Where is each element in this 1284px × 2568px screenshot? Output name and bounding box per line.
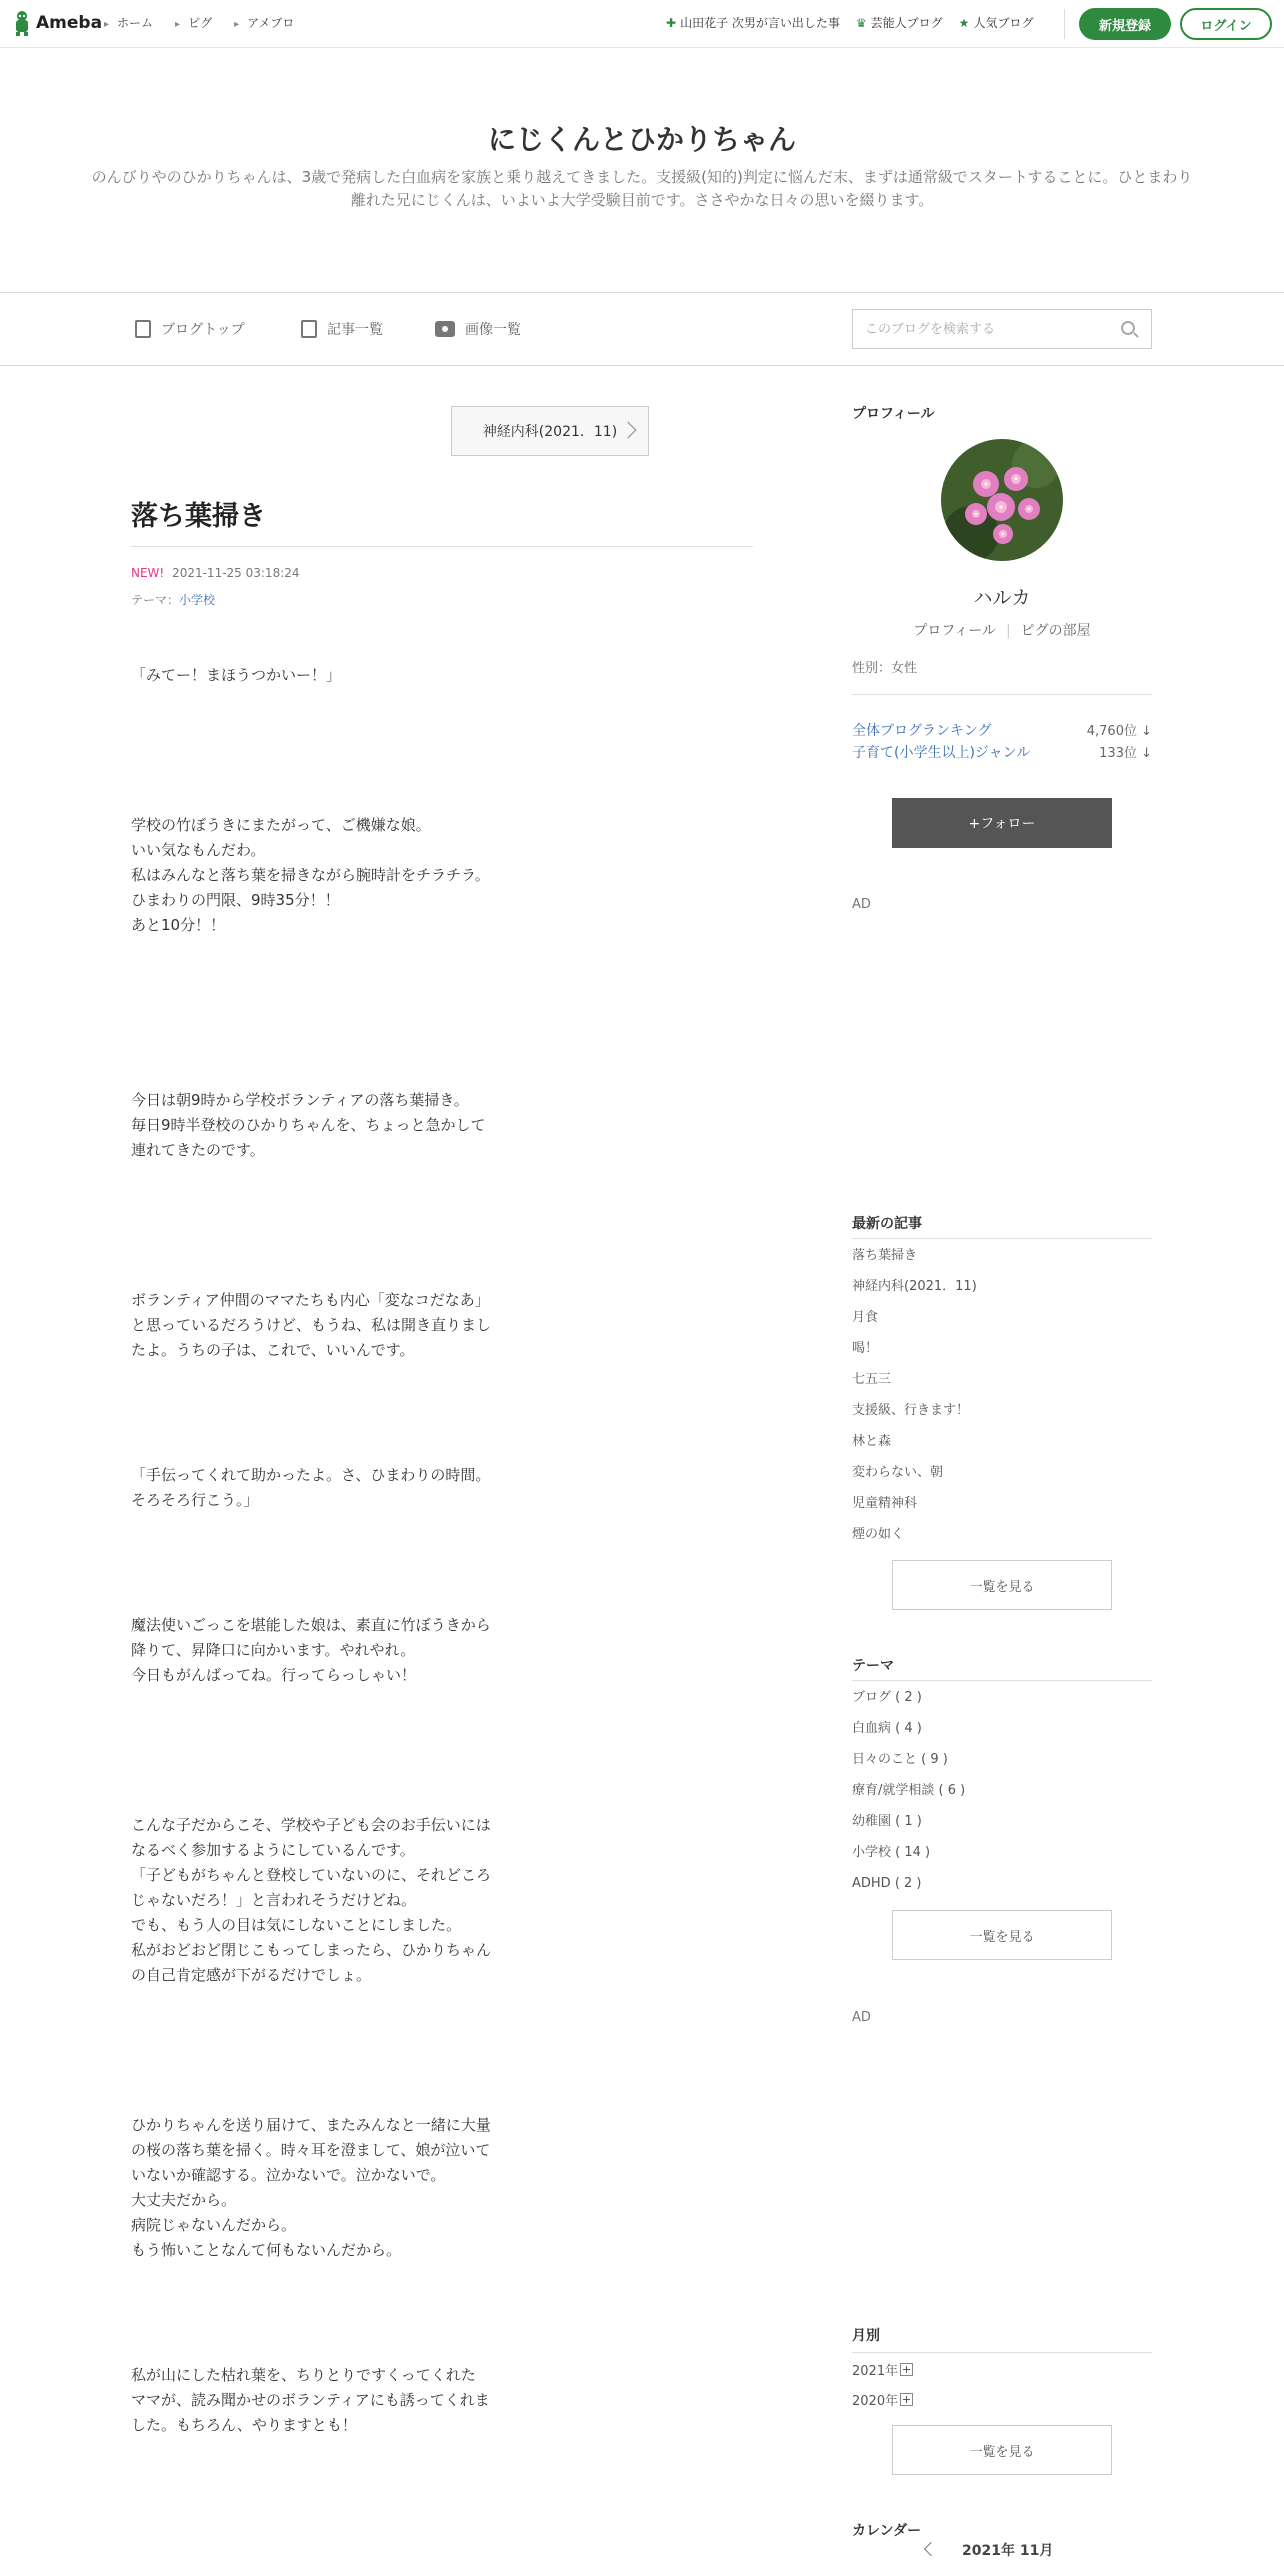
month-year-item[interactable] (852, 2390, 913, 2409)
article-paragraph: ボランティア仲間のママたちも内心「変なコだなあ」 と思っているだろうけど、もうね、私は開き直りまし たよ。うちの子は、これで、いいんです。 (131, 1291, 492, 1359)
theme-item[interactable]: ADHD ( 2 ) (852, 1876, 922, 1891)
article-paragraph: 私が山にした枯れ葉を、ちりとりですくってくれた ママが、読み聞かせのボランティアにも誘ってくれま した。もちろん、やりますとも！ (131, 2366, 490, 2434)
ranking-row (852, 720, 1152, 740)
header-link-trending-label: 山田花子 次男が言い出した事 (680, 16, 840, 30)
calendar-month: 2021年 11月 (962, 2543, 1054, 2559)
profile-links (852, 620, 1152, 640)
follow-button[interactable]: +フォロー (892, 798, 1112, 848)
recent-item[interactable]: 支援級、行きます！ (852, 1403, 970, 1418)
header-links (666, 14, 1033, 31)
year-label: 2021年 (852, 2364, 899, 2379)
global-nav (104, 14, 294, 31)
nav-pig[interactable]: ▸ ピグ (175, 14, 212, 31)
recent-item[interactable]: 林と森 (852, 1434, 892, 1449)
header-link-trending[interactable] (666, 14, 840, 31)
month-year-item[interactable] (852, 2360, 913, 2379)
plus-icon: ✚ (666, 16, 677, 30)
article-paragraph: 「みてー！まほうつかいー！」 (131, 666, 342, 684)
blog-nav (0, 292, 1284, 366)
nav-home[interactable]: ▸ ホーム (104, 14, 153, 31)
recent-heading: 最新の記事 (852, 1216, 922, 1232)
expand-icon[interactable] (900, 2363, 913, 2376)
header-divider (1064, 9, 1065, 39)
logo-text: Ameba (36, 13, 103, 33)
article-paragraph: こんな子だからこそ、学校や子ども会のお手伝いには なるべく参加するようにしているんです。 「子どもがちゃんと登校していないのに、それどころ じゃないだろ！」と言われそうだけどね。 でも、もう人の目は気にしないことにしました。 私がおどおど閉じこもってしまったら、ひかりちゃん の自己肯定感が下がるだけでしょ。 (131, 1816, 492, 1984)
crown-icon: ♛ (855, 16, 867, 30)
recent-divider (852, 1238, 1152, 1239)
ameba-logo[interactable] (12, 10, 102, 36)
image-list-label: 画像一覧 (465, 322, 521, 338)
theme-item[interactable]: 日々のこと ( 9 ) (852, 1752, 948, 1767)
ranking-value: 4,760位 ↓ (1086, 724, 1152, 739)
link-separator: | (1005, 623, 1011, 639)
recent-item[interactable]: 神経内科(2021．11) (852, 1279, 977, 1294)
recent-item[interactable]: 変わらない、朝 (852, 1465, 944, 1480)
theme-list (852, 1688, 1152, 1905)
nav-ameblo[interactable]: ▸ アメブロ (234, 14, 294, 31)
blog-top-label: ブログトップ (161, 322, 245, 338)
ranking-label[interactable]: 子育て(小学生以上)ジャンル (852, 745, 1031, 761)
copy-icon (301, 320, 317, 338)
calendar-heading: カレンダー (852, 2523, 922, 2539)
theme-prefix: テーマ： (131, 593, 180, 607)
signup-button[interactable]: 新規登録 (1079, 8, 1171, 40)
article-list-link[interactable] (301, 319, 383, 339)
profile-link[interactable]: プロフィール (913, 623, 996, 639)
recent-item[interactable]: 落ち葉掃き (852, 1248, 918, 1263)
expand-icon[interactable] (900, 2393, 913, 2406)
recent-item[interactable]: 喝！ (852, 1341, 879, 1356)
next-article-label: 神経内科(2021．11) (482, 424, 618, 440)
blog-search-input[interactable] (853, 310, 1103, 348)
chevron-right-icon (620, 422, 637, 439)
ranking-value: 133位 ↓ (1099, 746, 1152, 761)
header-link-popular-label: 人気ブログ (973, 16, 1034, 30)
header-link-popular[interactable] (959, 14, 1034, 31)
article-paragraph: 「手伝ってくれて助かったよ。さ、ひまわりの時間。 そろそろ行こう。」 (131, 1466, 491, 1509)
article-paragraph: ひかりちゃんを送り届けて、またみんなと一緒に大量 の桜の落ち葉を掃く。時々耳を澄まして、娘が泣いて いないか確認する。泣かないで。泣かないで。 大丈夫だから。 病院じゃないんだから。 もう怖いことなんて何もないんだから。 (131, 2116, 491, 2259)
blog-description: のんびりやのひかりちゃんは、3歳で発病した白血病を家族と乗り越えてきました。支援級(知的)判定に悩んだ末、まずは通常級でスタートすることに。ひとまわり離れた兄にじくんは、いよいよ大学受験目前です。ささやかな日々の思いを綴ります。 (91, 168, 1193, 209)
theme-divider (852, 1680, 1152, 1681)
title-divider (131, 546, 753, 547)
document-icon (135, 320, 151, 338)
theme-more-button[interactable]: 一覧を見る (892, 1910, 1112, 1960)
gender-text: 性別：女性 (852, 661, 918, 676)
article-theme (131, 591, 215, 608)
hydrangea-avatar-image (941, 439, 1063, 561)
blog-title[interactable]: にじくんとひかりちゃん (487, 123, 796, 156)
article-meta (131, 566, 300, 580)
recent-item[interactable]: 月食 (852, 1310, 879, 1325)
header-link-celebrity[interactable] (856, 14, 943, 31)
ranking-label[interactable]: 全体ブログランキング (852, 723, 992, 739)
theme-heading: テーマ (852, 1658, 894, 1674)
recent-list (852, 1246, 1152, 1556)
new-badge: NEW! (131, 566, 165, 580)
monthly-heading: 月別 (852, 2328, 880, 2344)
theme-link[interactable]: 小学校 (179, 593, 216, 607)
profile-heading: プロフィール (852, 406, 935, 422)
theme-item[interactable]: 白血病 ( 4 ) (852, 1721, 922, 1736)
ranking-row (852, 742, 1152, 762)
blog-top-link[interactable] (135, 319, 245, 339)
global-header (0, 0, 1284, 48)
theme-item[interactable]: 小学校 ( 14 ) (852, 1845, 931, 1860)
article-list-label: 記事一覧 (327, 322, 383, 338)
monthly-divider (852, 2352, 1152, 2353)
avatar[interactable] (941, 439, 1063, 561)
article-paragraph: 魔法使いごっこを堪能した娘は、素直に竹ぼうきから 降りて、昇降口に向かいます。やれやれ。 今日もがんばってね。行ってらっしゃい！ (131, 1616, 491, 1684)
recent-item[interactable]: 煙の如く (852, 1527, 905, 1542)
year-label: 2020年 (852, 2394, 899, 2409)
monthly-more-button[interactable]: 一覧を見る (892, 2425, 1112, 2475)
blog-search (852, 309, 1152, 349)
login-button[interactable]: ログイン (1180, 8, 1272, 40)
profile-divider (852, 694, 1152, 695)
recent-item[interactable]: 七五三 (852, 1372, 892, 1387)
ad-label: AD (852, 897, 871, 912)
recent-more-button[interactable]: 一覧を見る (892, 1560, 1112, 1610)
theme-item[interactable]: 幼稚園 ( 1 ) (852, 1814, 922, 1829)
article-paragraph: 今日は朝9時から学校ボランティアの落ち葉掃き。 毎日9時半登校のひかりちゃんを、ちょっと急かして 連れてきたのです。 (131, 1091, 486, 1159)
next-article-button[interactable] (451, 406, 649, 456)
ameba-logo-icon (12, 10, 32, 36)
article-datetime: 2021-11-25 03:18:24 (172, 566, 300, 580)
article-paragraph: 学校の竹ぼうきにまたがって、ご機嫌な娘。 いい気なもんだわ。 私はみんなと落ち葉を掃きながら腕時計をチラチラ。 ひまわりの門限、9時35分！！ あと10分！！ (131, 816, 490, 934)
image-list-link[interactable] (435, 319, 521, 339)
pig-room-link[interactable]: ピグの部屋 (1020, 623, 1091, 639)
camera-icon (435, 321, 455, 337)
search-icon[interactable] (1121, 321, 1135, 335)
ad-label: AD (852, 2010, 871, 2025)
user-name[interactable]: ハルカ (973, 587, 1031, 609)
theme-item[interactable]: 療育/就学相談 ( 6 ) (852, 1783, 966, 1798)
theme-item[interactable]: ブログ ( 2 ) (852, 1690, 922, 1705)
article-title[interactable]: 落ち葉掃き (131, 501, 266, 532)
star-icon: ★ (958, 16, 970, 30)
header-link-celebrity-label: 芸能人ブログ (870, 16, 943, 30)
recent-item[interactable]: 児童精神科 (852, 1496, 918, 1511)
